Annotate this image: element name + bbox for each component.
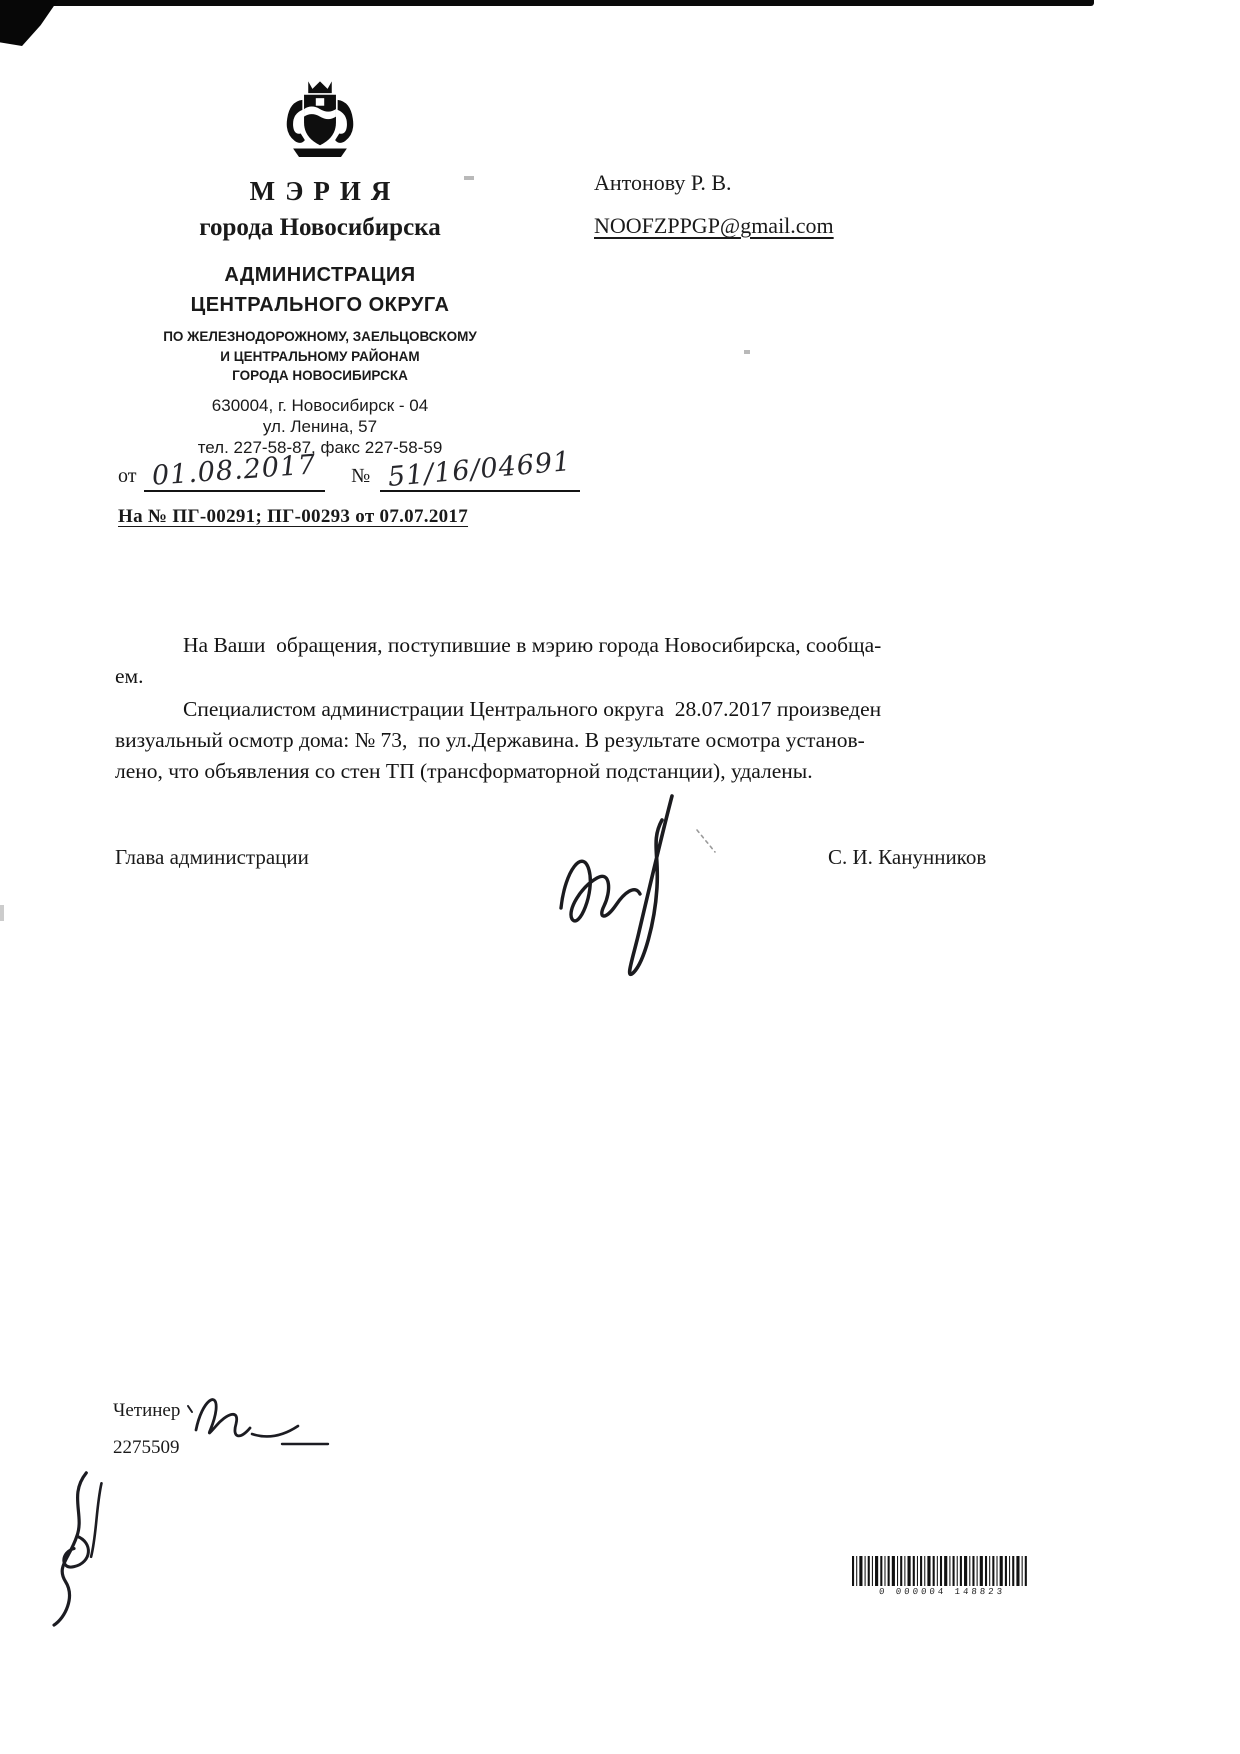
date-writeline (144, 449, 325, 492)
barcode-number: 0 000004 148823 (878, 1587, 1006, 1597)
signoff-title: Глава администрации (115, 845, 309, 869)
handwritten-date: 01.08.2017 (151, 449, 318, 492)
address-line3: тел. 227-58-87, факс 227-58-59 (197, 437, 443, 457)
signoff-name: С. И. Канунников (828, 845, 987, 869)
corner-handwriting-scribble (20, 1461, 138, 1633)
scan-speck (0, 905, 4, 921)
districts-block (120, 327, 520, 386)
recipient-email: NOOFZPPGP@gmail.com (594, 213, 834, 238)
city-emblem-icon (278, 76, 362, 164)
org-name-line2: города Новосибирска (199, 214, 441, 241)
executor-initials-scribble (182, 1376, 334, 1468)
recipient-name: Антонову Р. В. (594, 170, 732, 195)
org-name-line1: МЭРИЯ (249, 176, 401, 206)
address-line1: 630004, г. Новосибирск - 04 (211, 395, 429, 415)
address-block (120, 395, 520, 458)
department-line2: ЦЕНТРАЛЬНОГО ОКРУГА (190, 294, 450, 316)
districts-line3: ГОРОДА НОВОСИБИРСКА (232, 368, 408, 383)
handwritten-signature (545, 790, 735, 978)
body-line: На Ваши обращения, поступившие в мэрию города Новосибирска, сообща- (183, 633, 882, 657)
barcode-block (852, 1556, 1032, 1597)
address-line2: ул. Ленина, 57 (262, 416, 378, 436)
districts-line2: И ЦЕНТРАЛЬНОМУ РАЙОНАМ (220, 348, 420, 364)
recipient-block (594, 170, 834, 239)
letterhead (120, 76, 520, 458)
reply-reference-line: На № ПГ-00291; ПГ-00293 от 07.07.2017 (118, 506, 469, 527)
number-label: № (351, 465, 371, 487)
scan-artifact-top-bar (16, 0, 1094, 6)
body-line: лено, что объявления со стен ТП (трансформаторной подстанции), удалены. (115, 759, 813, 783)
districts-line1: ПО ЖЕЛЕЗНОДОРОЖНОМУ, ЗАЕЛЬЦОВСКОМУ (163, 329, 477, 344)
executor-phone: 2275509 (113, 1437, 180, 1458)
handwritten-number: 51/16/04691 (386, 446, 573, 493)
executor-name: Четинер (113, 1400, 181, 1421)
from-label: от (118, 465, 137, 487)
body-line: ем. (115, 664, 144, 688)
body-line: Специалистом администрации Центрального округа 28.07.2017 произведен (183, 697, 882, 721)
scan-speck (744, 350, 750, 354)
scan-artifact-corner (0, 0, 58, 46)
body-line: визуальный осмотр дома: № 73, по ул.Державина. В результате осмотра установ- (115, 728, 865, 752)
barcode-icon (852, 1556, 1030, 1586)
number-writeline (380, 446, 580, 493)
letter-body (115, 630, 1057, 787)
department-line1: АДМИНИСТРАЦИЯ (224, 264, 416, 286)
